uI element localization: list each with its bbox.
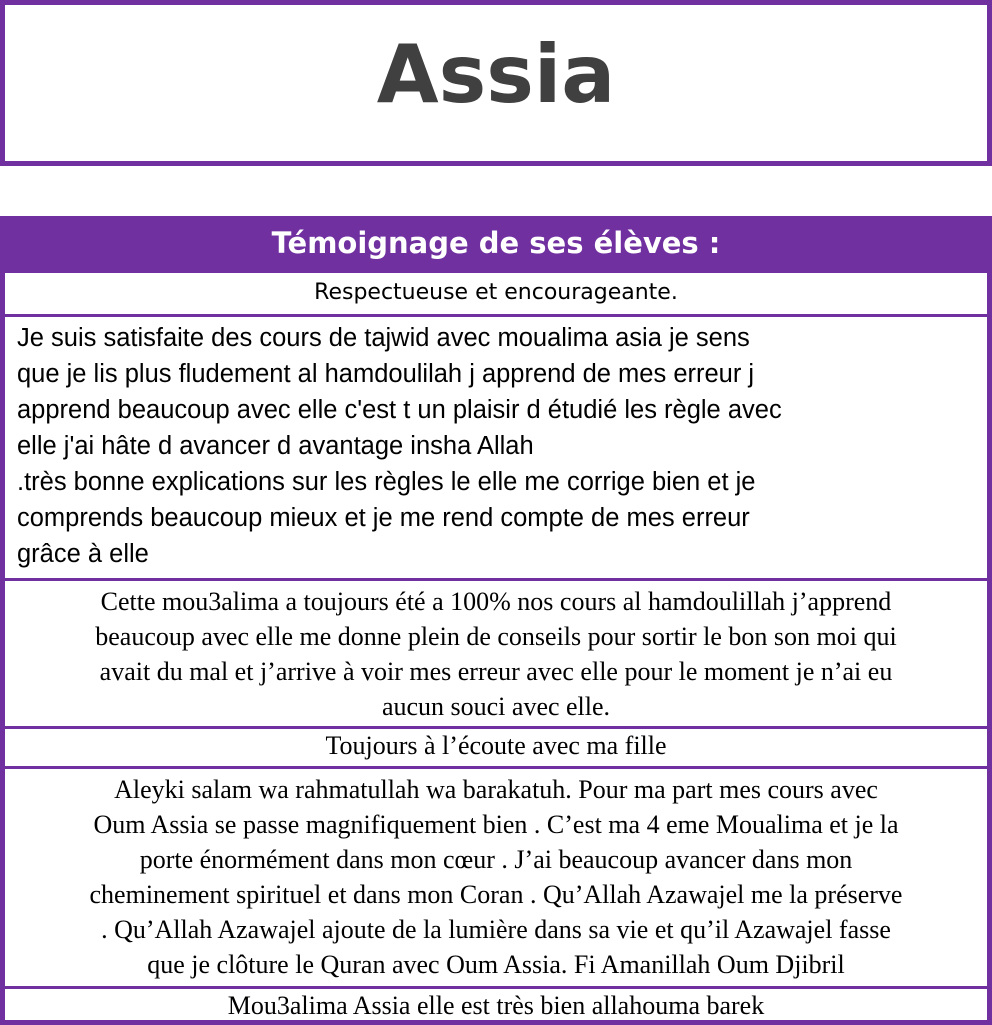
testimonial-line: que je clôture le Quran avec Oum Assia. Fi Amanillah Oum Djibril — [147, 950, 845, 979]
testimonial-line: apprend beaucoup avec elle c'est t un plaisir d étudié les règle avec — [17, 396, 782, 424]
testimonial-line: Cette mou3alima a toujours été a 100% nos cours al hamdoulillah j’apprend — [100, 587, 892, 616]
testimonial-line: que je lis plus fludement al hamdoulilah j apprend de mes erreur j — [17, 360, 755, 388]
table-header-text: Témoignage de ses élèves : — [271, 226, 721, 260]
testimonial-row — [5, 766, 987, 986]
testimonial-line: beaucoup avec elle me donne plein de conseils pour sortir le bon son moi qui — [95, 622, 897, 651]
testimonials-table — [0, 216, 992, 1025]
testimonial-row — [5, 578, 987, 726]
testimonial-line: . Qu’Allah Azawajel ajoute de la lumière dans sa vie et qu’il Azawajel fasse — [101, 915, 891, 944]
testimonial-line: aucun souci avec elle. — [381, 692, 611, 721]
title-box — [0, 0, 992, 166]
table-header — [0, 216, 992, 270]
testimonial-row — [5, 986, 987, 1020]
testimonial-line: comprends beaucoup mieux et je me rend compte de mes erreur — [17, 504, 750, 532]
testimonial-line: grâce à elle — [17, 540, 149, 568]
testimonial-line: cheminement spirituel et dans mon Coran . Qu’Allah Azawajel me la préserve — [89, 880, 903, 909]
testimonial-line: Je suis satisfaite des cours de tajwid avec moualima asia je sens — [17, 324, 750, 352]
testimonial-line: .très bonne explications sur les règles le elle me corrige bien et je — [17, 468, 756, 496]
testimonial-line: Respectueuse et encourageante. — [314, 280, 678, 305]
testimonial-line: Mou3alima Assia elle est très bien allahouma barek — [227, 991, 765, 1020]
testimonial-line: Aleyki salam wa rahmatullah wa barakatuh. Pour ma part mes cours avec — [114, 775, 878, 804]
testimonial-row — [5, 314, 987, 578]
testimonial-line: avait du mal et j’arrive à voir mes erreur avec elle pour le moment je n’ai eu — [99, 657, 893, 686]
page-title: Assia — [376, 27, 616, 121]
testimonial-line: Oum Assia se passe magnifiquement bien . C’est ma 4 eme Moualima et je la — [93, 810, 899, 839]
testimonial-row — [5, 270, 987, 314]
testimonial-line: elle j'ai hâte d avancer d avantage insha Allah — [17, 432, 534, 460]
testimonial-line: porte énormément dans mon cœur . J’ai beaucoup avancer dans mon — [139, 845, 853, 874]
testimonial-row — [5, 726, 987, 766]
testimonial-line: Toujours à l’écoute avec ma fille — [325, 731, 667, 760]
